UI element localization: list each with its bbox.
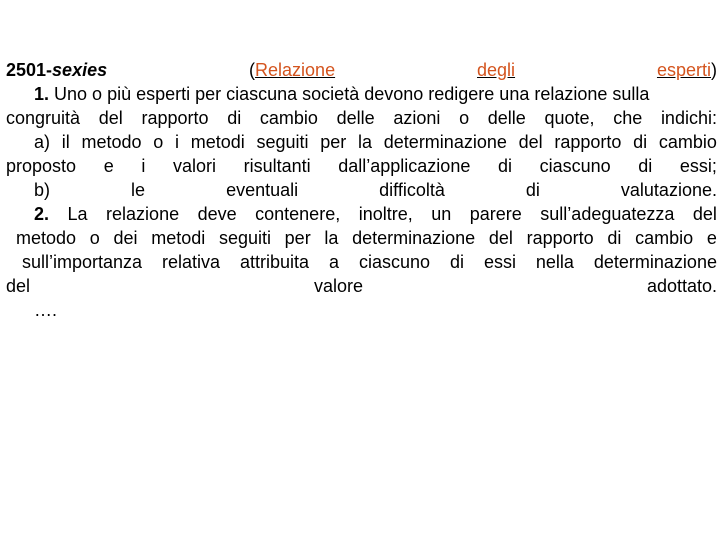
text-word: di xyxy=(449,252,464,272)
text-word: la xyxy=(324,228,339,248)
text-word: determinazione xyxy=(593,252,717,272)
item-a-line-2 xyxy=(6,154,717,178)
text-word: di xyxy=(638,156,653,176)
heading-word-relazione[interactable]: (Relazione xyxy=(249,60,336,80)
heading-word-esperti[interactable]: esperti) xyxy=(656,60,717,80)
text-word: del xyxy=(692,204,717,224)
text-word: adottato. xyxy=(646,276,717,296)
text-word: a) xyxy=(34,132,51,152)
article-heading xyxy=(6,58,717,82)
text-word: di xyxy=(525,180,540,200)
text-word: determinazione xyxy=(352,228,476,248)
text-word: del xyxy=(488,228,513,248)
text-word: metodo xyxy=(16,228,77,248)
text-word: risultanti xyxy=(243,156,311,176)
text-word: o xyxy=(459,108,470,128)
text-word: di xyxy=(633,132,648,152)
text-word: La xyxy=(67,204,88,224)
text-word: o xyxy=(89,228,100,248)
text-word: o xyxy=(153,132,164,152)
text-word: quote, xyxy=(544,108,595,128)
text-word: metodo xyxy=(81,132,142,152)
text-word: determinazione xyxy=(383,132,507,152)
text-word: indichi: xyxy=(660,108,717,128)
paragraph-1-line-1 xyxy=(34,82,717,106)
text-word: metodi xyxy=(190,132,245,152)
text-word: dei xyxy=(113,228,138,248)
text-word: relativa xyxy=(162,252,221,272)
text-word: del xyxy=(98,108,123,128)
text-word: seguiti xyxy=(218,228,271,248)
text-word: le xyxy=(131,180,146,200)
paragraph-1-number: 1. xyxy=(34,84,50,104)
text-word: delle xyxy=(487,108,526,128)
text-word: sull’adeguatezza xyxy=(540,204,675,224)
paragraph-2-line-1 xyxy=(34,202,717,226)
item-a-line-1 xyxy=(34,130,717,154)
text-word: il xyxy=(61,132,70,152)
text-word: e xyxy=(103,156,114,176)
text-word: nella xyxy=(535,252,574,272)
text-word: proposto xyxy=(6,156,77,176)
text-word: parere xyxy=(469,204,522,224)
paragraph-2-number: 2. xyxy=(34,204,50,224)
text-word: rapporto xyxy=(554,132,622,152)
text-word: un xyxy=(431,204,452,224)
paragraph-2-line-4 xyxy=(6,274,717,298)
ellipsis: …. xyxy=(34,300,58,320)
text-word: contenere, xyxy=(255,204,341,224)
text-word: cambio xyxy=(635,228,694,248)
text-word: rapporto xyxy=(141,108,209,128)
text-word: cambio xyxy=(259,108,318,128)
text-word: che xyxy=(613,108,643,128)
text-word: eventuali xyxy=(226,180,299,200)
text-word: b) xyxy=(34,180,51,200)
text-word: a xyxy=(329,252,340,272)
text-word: relazione xyxy=(106,204,180,224)
text-word: seguiti xyxy=(256,132,309,152)
text-word: rapporto xyxy=(526,228,594,248)
text-word: essi xyxy=(483,252,516,272)
text-word: sull’importanza xyxy=(22,252,143,272)
text-word: i xyxy=(175,132,180,152)
ellipsis-line xyxy=(34,298,717,322)
heading-link-degli[interactable]: degli xyxy=(477,60,516,80)
text-word: valore xyxy=(313,276,363,296)
text-word: dall’applicazione xyxy=(338,156,471,176)
text-word: per xyxy=(320,132,347,152)
paragraph-1-line-2 xyxy=(6,106,717,130)
text-word: difficoltà xyxy=(379,180,445,200)
text-word: azioni xyxy=(393,108,441,128)
text-word: ciascuno xyxy=(539,156,611,176)
text-word: inoltre, xyxy=(358,204,413,224)
heading-link-relazione[interactable]: Relazione xyxy=(255,60,336,80)
paragraph-1-text: Uno o più esperti per ciascuna società devono redigere una relazione sulla xyxy=(54,84,650,104)
text-word: i xyxy=(141,156,146,176)
article-number: 2501-sexies xyxy=(6,60,108,80)
text-word: valutazione. xyxy=(620,180,717,200)
item-b-line-1 xyxy=(34,178,717,202)
text-word: del xyxy=(6,276,31,296)
text-word: delle xyxy=(336,108,375,128)
heading-link-esperti[interactable]: esperti xyxy=(656,60,711,80)
text-word: congruità xyxy=(6,108,81,128)
paragraph-2-line-3 xyxy=(22,250,717,274)
text-word: deve xyxy=(197,204,237,224)
text-word: cambio xyxy=(658,132,717,152)
text-word: valori xyxy=(172,156,216,176)
text-word: attribuita xyxy=(240,252,310,272)
text-word: la xyxy=(358,132,373,152)
text-word: per xyxy=(284,228,311,248)
text-word: di xyxy=(607,228,622,248)
text-word: e xyxy=(706,228,717,248)
text-word: di xyxy=(497,156,512,176)
text-word: ciascuno xyxy=(358,252,431,272)
text-word: essi; xyxy=(679,156,717,176)
text-word: del xyxy=(518,132,543,152)
paragraph-2-line-2 xyxy=(16,226,717,250)
text-word: di xyxy=(227,108,242,128)
text-word: metodi xyxy=(151,228,206,248)
